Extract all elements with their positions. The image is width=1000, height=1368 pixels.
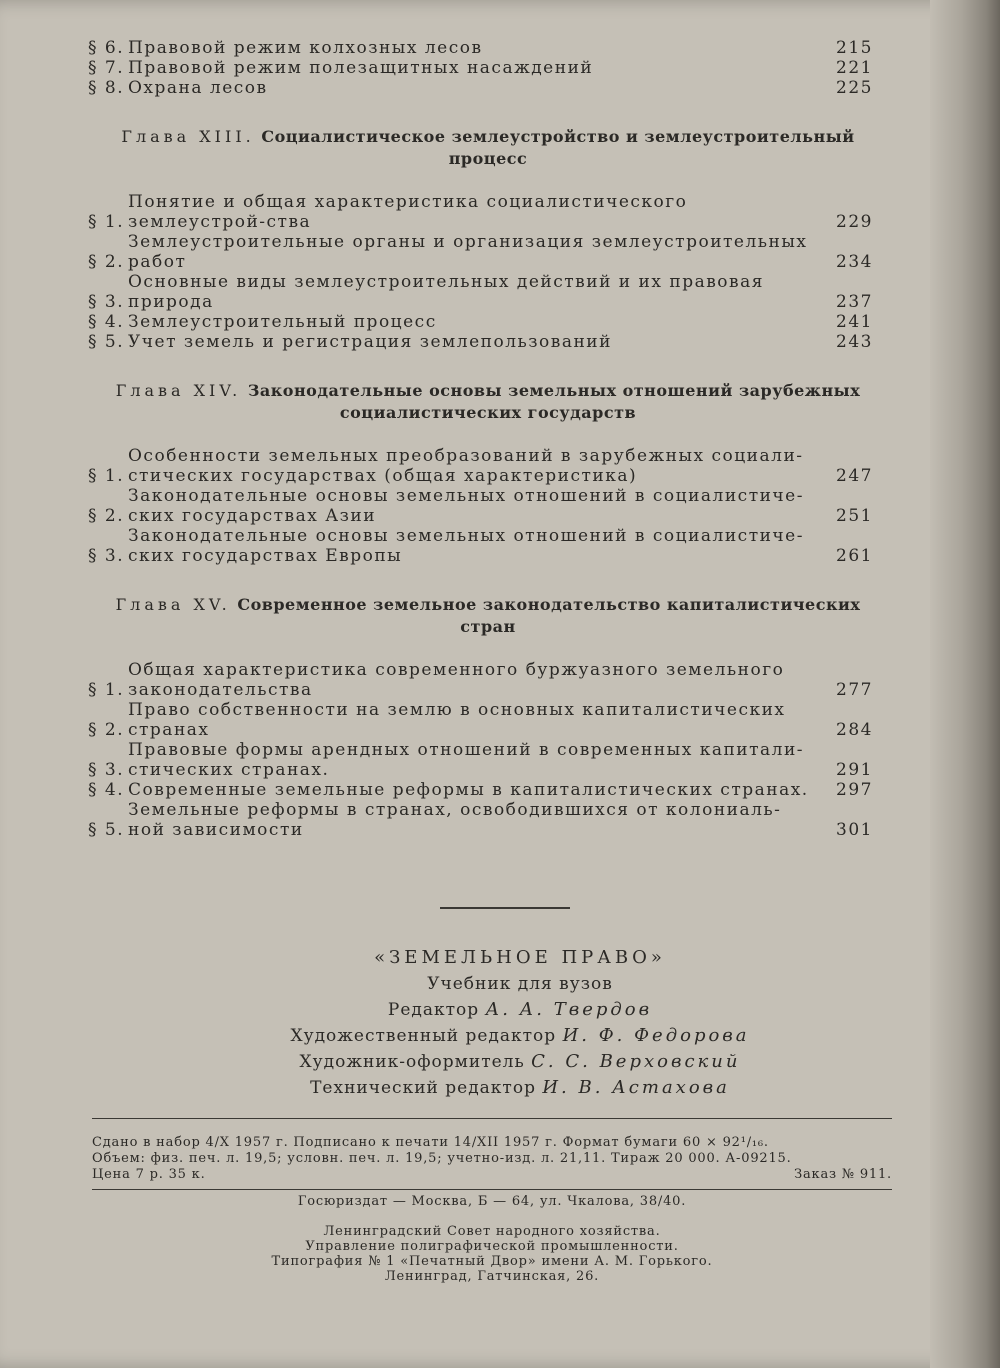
section-number: § 1.	[88, 466, 125, 486]
page-number: 241	[836, 312, 873, 332]
page-number: 243	[836, 332, 873, 352]
section-title: Законодательные основы земельных отношений в социалистиче-ских государствах Азии	[128, 486, 804, 526]
toc-entry	[88, 446, 888, 486]
chapter-heading	[88, 380, 888, 424]
section-number: § 7.	[88, 58, 125, 78]
order-number: Заказ № 911.	[794, 1167, 892, 1182]
table-of-contents	[88, 38, 888, 840]
section-number: § 1.	[88, 212, 125, 232]
section-number: § 4.	[88, 312, 125, 332]
section-title: Общая характеристика современного буржуазного земельного законодательства	[128, 660, 785, 700]
page-number: 234	[836, 252, 873, 272]
page-number: 229	[836, 212, 873, 232]
printer-line: Ленинградский Совет народного хозяйства.	[323, 1224, 661, 1239]
toc-entry	[88, 272, 888, 312]
book-title: «ЗЕМЕЛЬНОЕ ПРАВО»	[374, 947, 666, 968]
page-number: 284	[836, 720, 873, 740]
printer-line: Типография № 1 «Печатный Двор» имени А. М. Горького.	[271, 1254, 713, 1269]
toc-entry	[88, 38, 888, 58]
section-number: § 4.	[88, 780, 125, 800]
section-title: Правовой режим полезащитных насаждений	[128, 58, 594, 78]
section-title: Особенности земельных преобразований в зарубежных социали-стических государствах (общая характеристика)	[128, 446, 804, 486]
section-title: Понятие и общая характеристика социалистического землеустрой-ства	[128, 192, 688, 232]
chapter-heading	[88, 126, 888, 170]
imprint-line: Сдано в набор 4/X 1957 г. Подписано к печати 14/XII 1957 г. Формат бумаги 60 × 92¹/₁₆.	[92, 1118, 892, 1151]
chapter-entries	[88, 660, 888, 840]
section-title: Право собственности на землю в основных капиталистических странах	[128, 700, 786, 740]
section-title: Основные виды землеустроительных действий и их правовая природа	[128, 272, 764, 312]
page-number: 297	[836, 780, 873, 800]
credit-name: С. С. Верховский	[531, 1051, 741, 1072]
book-subtitle: Учебник для вузов	[427, 974, 613, 994]
page-number: 261	[836, 546, 873, 566]
credit-name: И. Ф. Федорова	[562, 1025, 750, 1046]
credit-line	[240, 1049, 800, 1075]
book-credits	[240, 945, 800, 1101]
chapter-title: Законодательные основы земельных отношений зарубежных социалистических государств	[247, 381, 861, 422]
credit-role: Художник-оформитель	[299, 1052, 525, 1072]
toc-entry	[88, 800, 888, 840]
page-number: 301	[836, 820, 873, 840]
chapter-title: Социалистическое землеустройство и землеустроительный процесс	[261, 127, 855, 168]
credit-role: Технический редактор	[310, 1078, 536, 1098]
credit-line	[240, 997, 800, 1023]
section-number: § 3.	[88, 546, 125, 566]
page-number: 225	[836, 78, 873, 98]
toc-entry	[88, 332, 888, 352]
price: Цена 7 р. 35 к.	[92, 1167, 206, 1182]
section-number: § 1.	[88, 680, 125, 700]
toc-entry	[88, 740, 888, 780]
section-number: § 2.	[88, 252, 125, 272]
section-title: Учет земель и регистрация землепользований	[128, 332, 612, 352]
credit-line	[240, 1023, 800, 1049]
printer-line: Ленинград, Гатчинская, 26.	[384, 1269, 600, 1284]
section-title: Правовой режим колхозных лесов	[128, 38, 483, 58]
section-title: Охрана лесов	[128, 78, 268, 98]
publisher-line: Госюриздат — Москва, Б — 64, ул. Чкалова, 38/40.	[297, 1194, 687, 1209]
section-number: § 2.	[88, 506, 125, 526]
imprint-block	[92, 1118, 892, 1284]
toc-entry	[88, 192, 888, 232]
page-number: 221	[836, 58, 873, 78]
page-number: 247	[836, 466, 873, 486]
page-number: 277	[836, 680, 873, 700]
chapter-label: Глава XIV.	[115, 381, 242, 400]
toc-entry	[88, 486, 888, 526]
credit-name: А. А. Твердов	[485, 999, 653, 1020]
section-title: Законодательные основы земельных отношений в социалистиче-ских государствах Европы	[128, 526, 804, 566]
section-number: § 8.	[88, 78, 125, 98]
chapter-heading	[88, 594, 888, 638]
toc-entry	[88, 232, 888, 272]
section-title: Землеустроительный процесс	[128, 312, 437, 332]
chapter-label: Глава XV.	[115, 595, 231, 614]
chapter-entries	[88, 192, 888, 352]
section-title: Земельные реформы в странах, освободившихся от колониаль-ной зависимости	[128, 800, 782, 840]
toc-entry	[88, 78, 888, 98]
credit-line	[240, 1075, 800, 1101]
chapter-label: Глава XIII.	[121, 127, 255, 146]
page-number: 251	[836, 506, 873, 526]
printer-info	[92, 1224, 892, 1284]
top-entries	[88, 38, 888, 98]
section-title: Современные земельные реформы в капиталистических странах.	[128, 780, 809, 800]
credit-name: И. В. Астахова	[542, 1077, 730, 1098]
page-number: 215	[836, 38, 873, 58]
toc-entry	[88, 660, 888, 700]
toc-entry	[88, 780, 888, 800]
page-number: 291	[836, 760, 873, 780]
section-title: Землеустроительные органы и организация землеустроительных работ	[128, 232, 808, 272]
printer-line: Управление полиграфической промышленности.	[305, 1239, 679, 1254]
chapter-entries	[88, 446, 888, 566]
credit-role: Редактор	[387, 1000, 480, 1020]
page-edge-shadow	[930, 0, 1000, 1368]
credit-role: Художественный редактор	[290, 1026, 557, 1046]
section-number: § 2.	[88, 720, 125, 740]
section-number: § 5.	[88, 332, 125, 352]
section-number: § 3.	[88, 760, 125, 780]
toc-entry	[88, 58, 888, 78]
toc-entry	[88, 312, 888, 332]
imprint-row	[92, 1167, 892, 1183]
toc-entry	[88, 526, 888, 566]
divider-rule	[440, 907, 570, 909]
section-number: § 6.	[88, 38, 125, 58]
imprint-line: Объем: физ. печ. л. 19,5; условн. печ. л. 19,5; учетно-изд. л. 21,11. Тираж 20 000. А-09215.	[92, 1151, 792, 1166]
chapter-title: Современное земельное законодательство капиталистических стран	[237, 595, 861, 636]
page-number: 237	[836, 292, 873, 312]
section-number: § 5.	[88, 820, 125, 840]
toc-entry	[88, 700, 888, 740]
section-number: § 3.	[88, 292, 125, 312]
section-title: Правовые формы арендных отношений в современных капитали-стических странах.	[128, 740, 805, 780]
